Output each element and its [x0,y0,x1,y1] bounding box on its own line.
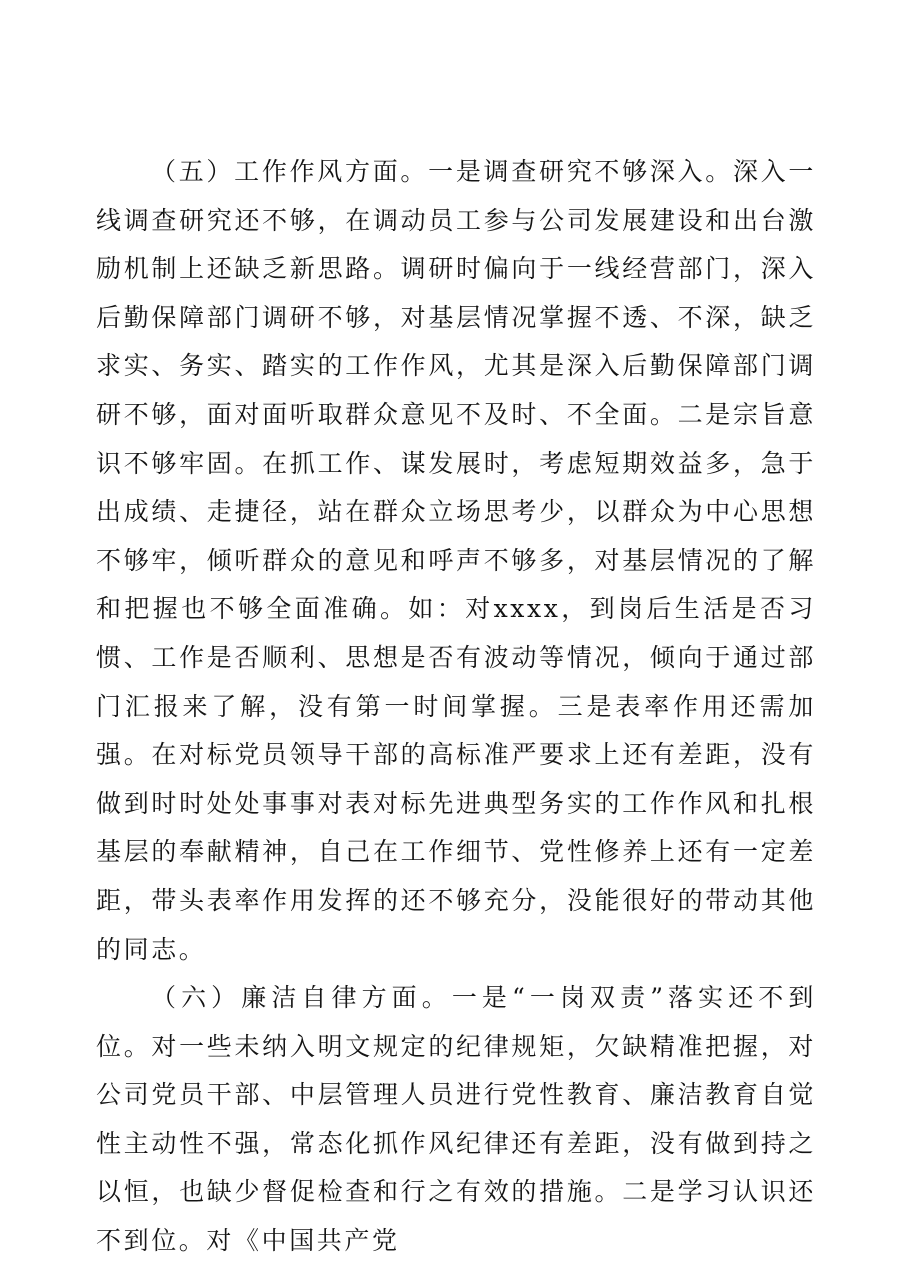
paragraph-work-style: （五）工作作风方面。一是调查研究不够深入。深入一线调查研究还不够，在调动员工参与公司发展建设和出台激励机制上还缺乏新思路。调研时偏向于一线经营部门，深入后勤保障部门调研不够，对基层情况掌握不透、不深，缺乏求实、务实、踏实的工作作风，尤其是深入后勤保障部门调研不够，面对面听取群众意见不及时、不全面。二是宗旨意识不够牢固。在抓工作、谋发展时，考虑短期效益多，急于出成绩、走捷径，站在群众立场思考少，以群众为中心思想不够牢，倾听群众的意见和呼声不够多，对基层情况的了解和把握也不够全面准确。如：对xxxx，到岗后生活是否习惯、工作是否顺利、思想是否有波动等情况，倾向于通过部门汇报来了解，没有第一时间掌握。三是表率作用还需加强。在对标党员领导干部的高标准严要求上还有差距，没有做到时时处处事事对表对标先进典型务实的工作作风和扎根基层的奉献精神，自己在工作细节、党性修养上还有一定差距，带头表率作用发挥的还不够充分，没能很好的带动其他的同志。 [96,157,816,964]
document-body [96,148,816,1266]
paragraph-integrity: （六）廉洁自律方面。一是“一岗双责”落实还不到位。对一些未纳入明文规定的纪律规矩，欠缺精准把握，对公司党员干部、中层管理人员进行党性教育、廉洁教育自觉性主动性不强，常态化抓作风纪律还有差距，没有做到持之以恒，也缺少督促检查和行之有效的措施。二是学习认识还不到位。对《中国共产党 [96,983,816,1256]
